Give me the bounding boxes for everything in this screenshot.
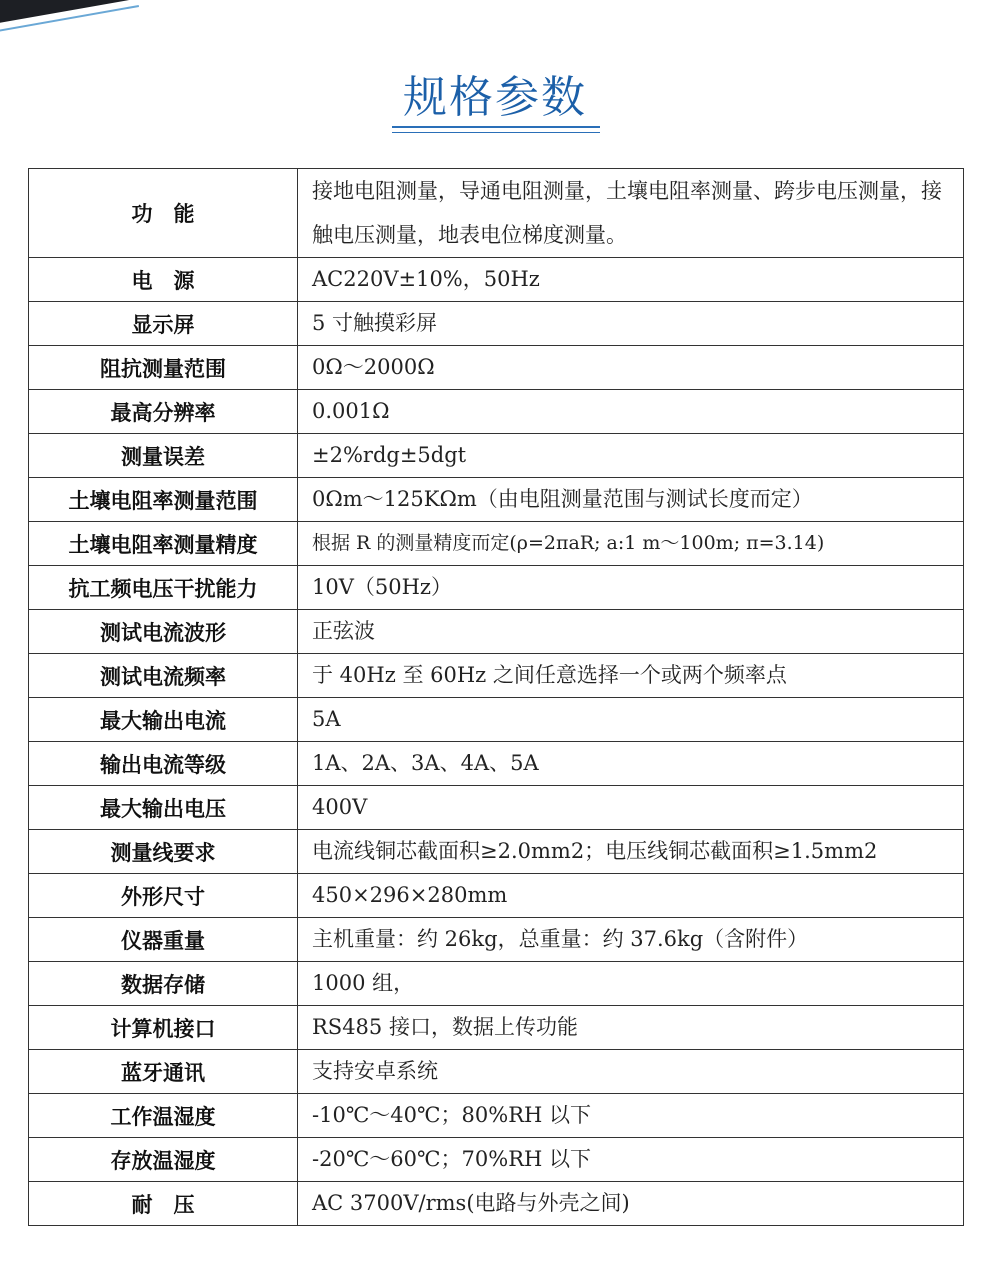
row-value: 400V	[298, 786, 964, 830]
row-value: AC 3700V/rms(电路与外壳之间)	[298, 1182, 964, 1226]
table-row	[29, 302, 964, 346]
title-underline	[392, 126, 600, 128]
row-value: 450×296×280mm	[298, 874, 964, 918]
corner-decoration	[0, 0, 150, 40]
row-label: 输出电流等级	[29, 742, 298, 786]
row-value: 根据 R 的测量精度而定(ρ=2πaR; a:1 m～100m; π=3.14)	[298, 522, 964, 566]
row-label: 抗工频电压干扰能力	[29, 566, 298, 610]
table-row	[29, 610, 964, 654]
row-value: 1000 组，	[298, 962, 964, 1006]
row-label: 蓝牙通讯	[29, 1050, 298, 1094]
table-row	[29, 390, 964, 434]
table-row	[29, 478, 964, 522]
table-row	[29, 1094, 964, 1138]
row-value: 0.001Ω	[298, 390, 964, 434]
row-label: 测量误差	[29, 434, 298, 478]
row-value: 1A、2A、3A、4A、5A	[298, 742, 964, 786]
row-label: 存放温湿度	[29, 1138, 298, 1182]
row-label: 仪器重量	[29, 918, 298, 962]
row-value: 支持安卓系统	[298, 1050, 964, 1094]
row-label: 数据存储	[29, 962, 298, 1006]
row-value: 于 40Hz 至 60Hz 之间任意选择一个或两个频率点	[298, 654, 964, 698]
table-row	[29, 830, 964, 874]
row-value: ±2%rdg±5dgt	[298, 434, 964, 478]
row-label: 显示屏	[29, 302, 298, 346]
row-label: 工作温湿度	[29, 1094, 298, 1138]
row-label: 测试电流波形	[29, 610, 298, 654]
row-label: 最高分辨率	[29, 390, 298, 434]
row-value: 主机重量：约 26kg，总重量：约 37.6kg（含附件）	[298, 918, 964, 962]
page-title: 规格参数	[403, 72, 587, 123]
row-value: 10V（50Hz）	[298, 566, 964, 610]
table-row	[29, 1050, 964, 1094]
table-row	[29, 962, 964, 1006]
table-row	[29, 698, 964, 742]
row-label: 最大输出电压	[29, 786, 298, 830]
row-label: 测试电流频率	[29, 654, 298, 698]
row-value: AC220V±10%，50Hz	[298, 258, 964, 302]
title-underline-thin	[392, 132, 600, 133]
table-row	[29, 522, 964, 566]
row-value: 0Ω～2000Ω	[298, 346, 964, 390]
table-row	[29, 1182, 964, 1226]
row-value: -10℃～40℃；80%RH 以下	[298, 1094, 964, 1138]
row-label: 测量线要求	[29, 830, 298, 874]
row-label: 电 源	[29, 258, 298, 302]
table-row	[29, 918, 964, 962]
row-value: -20℃～60℃；70%RH 以下	[298, 1138, 964, 1182]
table-row	[29, 1006, 964, 1050]
row-label: 土壤电阻率测量范围	[29, 478, 298, 522]
table-row	[29, 346, 964, 390]
row-label: 阻抗测量范围	[29, 346, 298, 390]
spec-table	[28, 168, 964, 1226]
row-label: 土壤电阻率测量精度	[29, 522, 298, 566]
row-value: RS485 接口，数据上传功能	[298, 1006, 964, 1050]
section-heading	[0, 68, 990, 128]
row-value: 5A	[298, 698, 964, 742]
table-row	[29, 654, 964, 698]
row-value: 正弦波	[298, 610, 964, 654]
row-value: 接地电阻测量，导通电阻测量，土壤电阻率测量、跨步电压测量，接触电压测量，地表电位梯度测量。	[298, 169, 964, 258]
table-row	[29, 786, 964, 830]
row-value: 5 寸触摸彩屏	[298, 302, 964, 346]
row-label: 计算机接口	[29, 1006, 298, 1050]
table-row	[29, 1138, 964, 1182]
table-row	[29, 258, 964, 302]
row-value: 电流线铜芯截面积≥2.0mm2；电压线铜芯截面积≥1.5mm2	[298, 830, 964, 874]
row-label: 最大输出电流	[29, 698, 298, 742]
table-row	[29, 874, 964, 918]
row-label: 外形尺寸	[29, 874, 298, 918]
row-value: 0Ωm～125KΩm（由电阻测量范围与测试长度而定）	[298, 478, 964, 522]
row-label: 功 能	[29, 169, 298, 258]
row-label: 耐 压	[29, 1182, 298, 1226]
table-row	[29, 169, 964, 258]
table-row	[29, 742, 964, 786]
table-row	[29, 566, 964, 610]
table-row	[29, 434, 964, 478]
